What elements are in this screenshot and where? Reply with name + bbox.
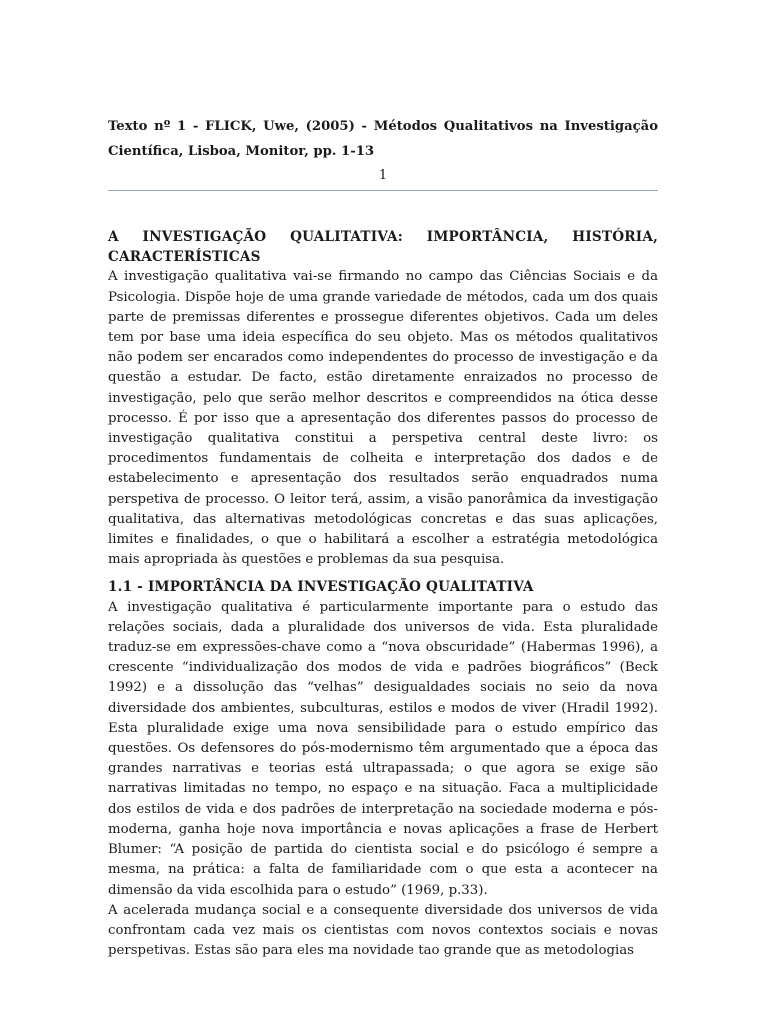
text-reference: Texto nº 1 - FLICK, Uwe, (2005) - Métodos Qualitativos na Investigação Científica, Lisboa, Monitor, pp. 1-13 (108, 119, 658, 159)
paragraph-intro: A investigação qualitativa vai-se firmando no campo das Ciências Sociais e da Psicologia. Dispõe hoje de uma grande variedade de métodos, cada um dos quais parte de premissas diferentes e prossegue diferentes objetivos. Cada um deles tem por base uma ideia específica do seu objeto. Mas os métodos qualitativos não podem ser encarados como independentes do processo de investigação e da questão a estudar. De facto, estão diretamente enraizados no processo de investigação, pelo que serão melhor descritos e compreendidos na ótica desse processo. É por isso que a apresentação dos diferentes passos do processo de investigação qualitativa constitui a perspetiva central deste livro: os procedimentos fundamentais de colheita e interpretação dos dados e de estabelecimento e apresentação dos resultados serão enquadrados numa perspetiva de processo. O leitor terá, assim, a visão panorâmica da investigação qualitativa, das alternativas metodológicas concretas e das suas aplicações, limites e finalidades, o que o habilitará a escolher a estratégia metodológica mais apropriada às questões e problemas da sua pesquisa. (108, 269, 658, 568)
header-divider (108, 190, 658, 191)
document-page (108, 114, 658, 961)
page-number: 1 (378, 168, 388, 183)
paragraph-1-1-a: A investigação qualitativa é particularmente importante para o estudo das relações sociais, dada a pluralidade dos universos de vida. Esta pluralidade traduz-se em expressões-chave como a “nova obscuridade” (Habermas 1996), a crescente “individualização dos modos de vida e padrões biográficos” (Beck 1992) e a dissolução das “velhas” desigualdades sociais no seio da nova diversidade dos ambientes, subculturas, estilos e modos de viver (Hradil 1992). Esta pluralidade exige uma nova sensibilidade para o estudo empírico das questões. Os defensores do pós-modernismo têm argumentado que a época das grandes narrativas e teorias está ultrapassada; o que agora se exige são narrativas limitadas no tempo, no espaço e na situação. Faca a multiplicidade dos estilos de vida e dos padrões de interpretação na sociedade moderna e pós-moderna, ganha hoje nova importância e novas aplicações a frase de Herbert Blumer: “A posição de partida do cientista social e do psicólogo é sempre a mesma, na prática: a falta de familiaridade com o que esta a acontecer na dimensão da vida escolhida para o estudo” (1969, p.33). (108, 599, 658, 898)
section-title-main: A INVESTIGAÇÃO QUALITATIVA: IMPORTÂNCIA, HISTÓRIA, CARACTERÍSTICAS (108, 229, 658, 266)
section-title-1-1: 1.1 - IMPORTÂNCIA DA INVESTIGAÇÃO QUALITATIVA (108, 579, 534, 596)
paragraph-1-1-b: A acelerada mudança social e a consequente diversidade dos universos de vida confrontam cada vez mais os cientistas com novos contextos sociais e novas perspetivas. Estas são para eles ma novidade tao grande que as metodologias (108, 902, 658, 959)
